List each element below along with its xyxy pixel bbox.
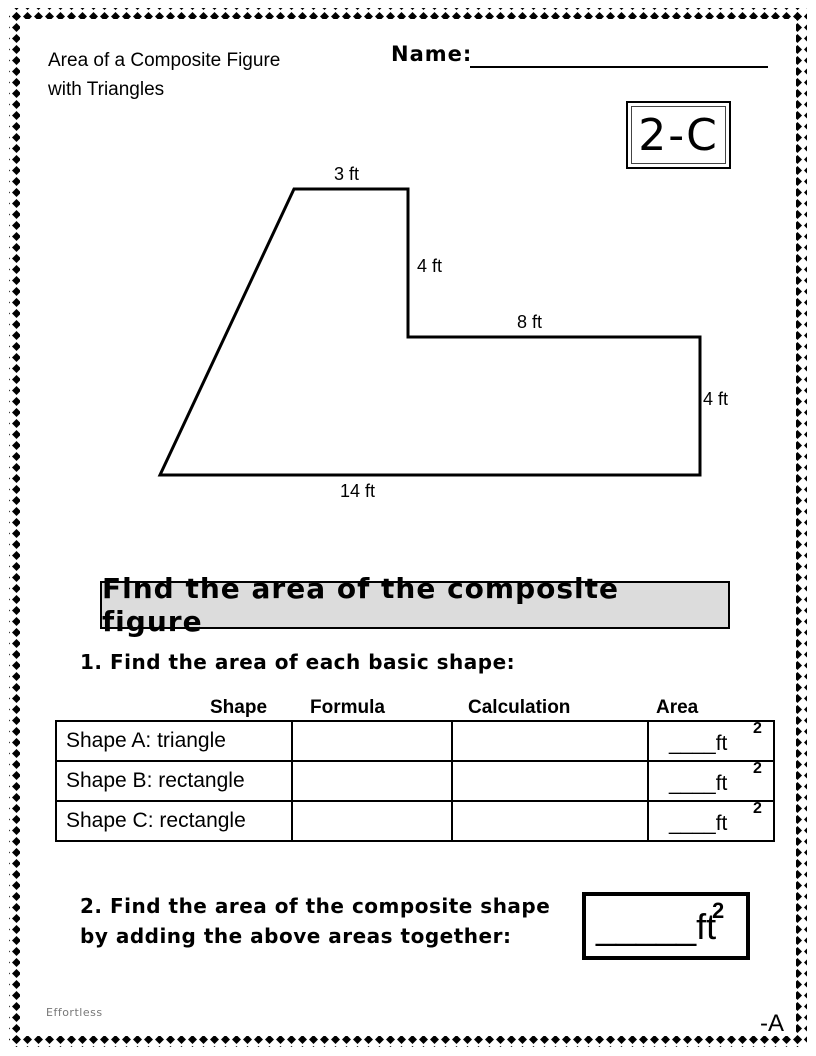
- area-exponent: 2: [753, 760, 762, 777]
- label-bottom: 14 ft: [340, 481, 376, 501]
- area-cell[interactable]: [648, 761, 774, 801]
- total-area-exponent: 2: [712, 898, 725, 923]
- title-line-1: Area of a Composite Figure: [48, 50, 281, 71]
- header-area: Area: [656, 697, 699, 718]
- formula-cell[interactable]: [292, 721, 452, 761]
- header-formula: Formula: [310, 697, 385, 718]
- total-area-blank: _____ft: [596, 906, 717, 947]
- question-2: [80, 891, 550, 951]
- shape-cell: Shape A: triangle: [56, 721, 292, 761]
- question-2-line-1: 2. Find the area of the composite shape: [80, 894, 551, 918]
- table-row: [56, 721, 774, 761]
- calculation-cell[interactable]: [452, 761, 648, 801]
- area-blank: ____ft: [669, 772, 728, 795]
- calculation-cell[interactable]: [452, 801, 648, 841]
- area-exponent: 2: [753, 720, 762, 737]
- table-row: [56, 801, 774, 841]
- area-blank: ____ft: [669, 812, 728, 835]
- label-top: 3 ft: [334, 164, 360, 184]
- header-shape: Shape: [210, 697, 268, 718]
- total-area-answer-box[interactable]: [582, 892, 750, 960]
- footer-brand: Effortless: [46, 1006, 103, 1019]
- area-exponent: 2: [753, 800, 762, 817]
- shapes-table: [55, 720, 775, 842]
- figure-outline: [160, 189, 700, 475]
- formula-cell[interactable]: [292, 761, 452, 801]
- area-blank: ____ft: [669, 732, 728, 755]
- question-1: 1. Find the area of each basic shape:: [80, 650, 516, 674]
- title-line-2: with Triangles: [48, 79, 165, 100]
- footer-version: -A: [760, 1010, 784, 1037]
- question-2-line-2: by adding the above areas together:: [80, 924, 512, 948]
- table-row: [56, 761, 774, 801]
- header-calculation: Calculation: [468, 697, 571, 718]
- formula-cell[interactable]: [292, 801, 452, 841]
- worksheet-code: 2-C: [631, 106, 726, 164]
- area-cell[interactable]: [648, 721, 774, 761]
- shape-cell: Shape B: rectangle: [56, 761, 292, 801]
- shape-cell: Shape C: rectangle: [56, 801, 292, 841]
- name-label: Name:: [391, 42, 473, 66]
- area-cell[interactable]: [648, 801, 774, 841]
- instruction-banner: Find the area of the composite figure: [100, 581, 730, 629]
- label-upper-vertical: 4 ft: [417, 256, 443, 276]
- label-middle-horizontal: 8 ft: [517, 312, 543, 332]
- label-right-vertical: 4 ft: [703, 389, 729, 409]
- calculation-cell[interactable]: [452, 721, 648, 761]
